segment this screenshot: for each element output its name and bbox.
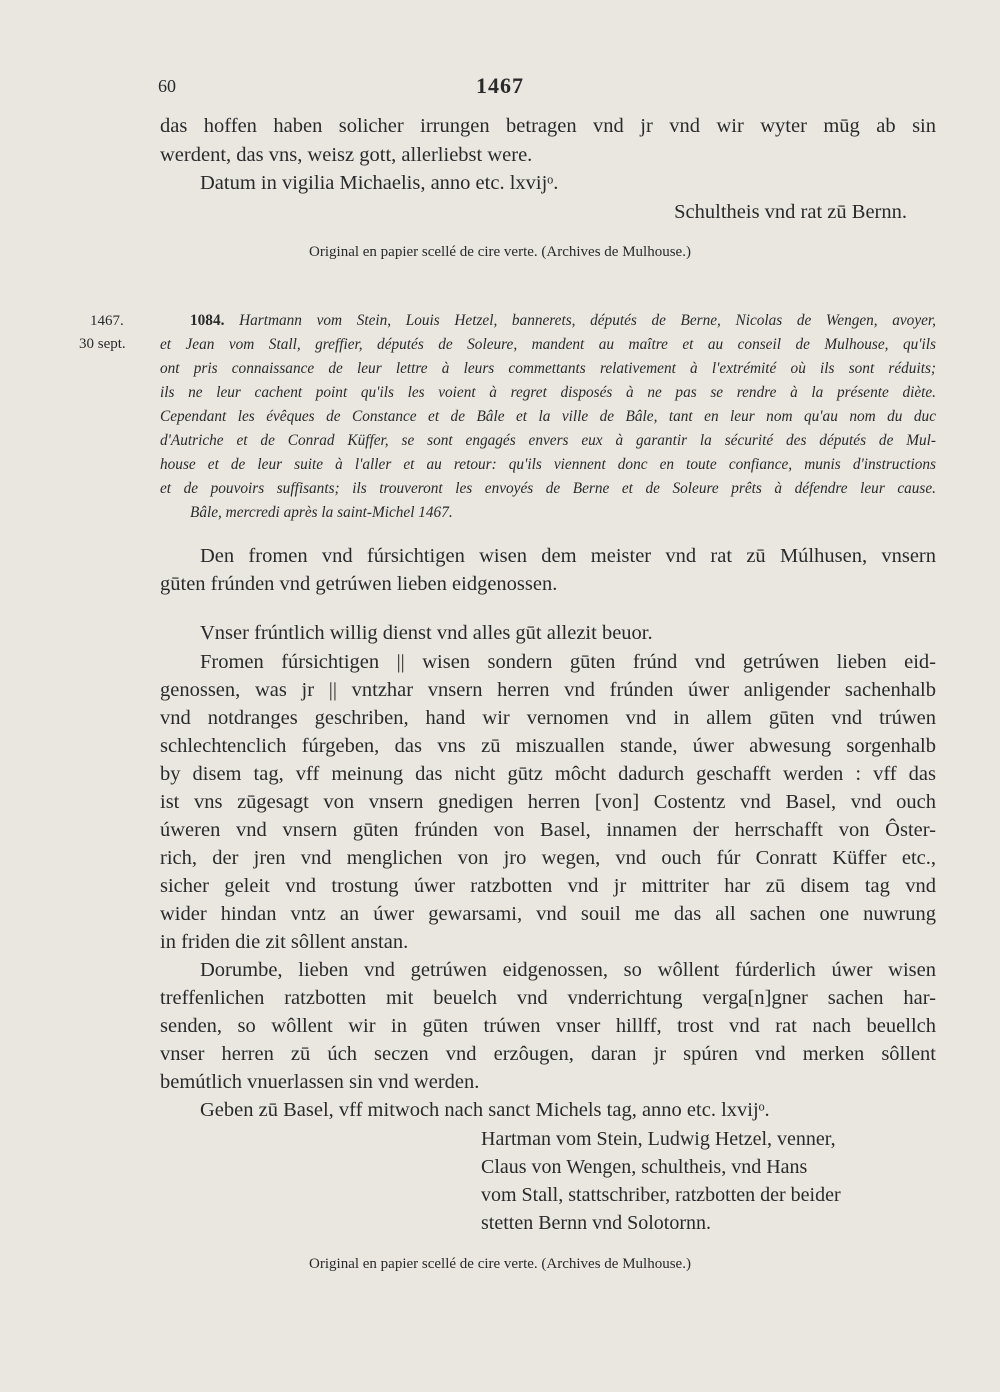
entry-number: 1084. xyxy=(190,312,225,329)
summary-line: d'Autriche et de Conrad Küffer, se sont engagés envers eux à garantir la sécurité des députés de Mul- xyxy=(160,432,936,449)
prev-date-line: Datum in vigilia Michaelis, anno etc. lxvijᵒ. xyxy=(200,172,559,194)
summary-line: house et de leur suite à l'aller et au retour: qu'ils viennent donc en toute confiance, munis d'instructions xyxy=(160,456,936,473)
letter-greeting: Vnser frúntlich willig dienst vnd alles gūt allezit beuor. xyxy=(200,622,653,644)
letter-source-note: Original en papier scellé de cire verte. (Archives de Mulhouse.) xyxy=(309,1256,691,1272)
summary-line: ont pris connaissance de leur lettre à leurs commettants relativement à l'extrémité où ils sont réduits; xyxy=(160,360,936,377)
letter-line: bemútlich vnuerlassen sin vnd werden. xyxy=(160,1071,480,1093)
margin-date: 30 sept. xyxy=(79,336,126,352)
summary-line: Cependant les évêques de Constance et de Bâle et la ville de Bâle, tant en leur nom qu'au nom du duc xyxy=(160,408,936,425)
letter-address-line: Den fromen vnd fúrsichtigen wisen dem meister vnd rat zū Múlhusen, vnsern xyxy=(200,545,936,567)
page-year-heading: 1467 xyxy=(476,73,524,98)
page-number: 60 xyxy=(158,76,176,96)
letter-line: by disem tag, vff meinung das nicht gūtz môcht dadurch geschafft werden : vff das xyxy=(160,763,936,785)
summary-line: ils ne leur cachent point qu'ils les voient à regret disposés à ne pas se rendre à la présente diète. xyxy=(160,384,936,401)
letter-line: sicher geleit vnd trostung úwer ratzbotten vnd jr mittriter har zū disem tag vnd xyxy=(160,875,936,897)
letter-line: vnser herren zū úch seczen vnd erzôugen, daran jr spúren vnd merken sôllent xyxy=(160,1043,936,1065)
letter-line: ist vns zūgesagt von vnsern gnedigen herren [von] Costentz vnd Basel, vnd ouch xyxy=(160,791,936,813)
letter-line: in friden die zit sôllent anstan. xyxy=(160,931,409,953)
prev-text-line: werdent, das vns, weisz gott, allerliebst were. xyxy=(160,144,533,166)
margin-year: 1467. xyxy=(90,313,124,329)
prev-signature: Schultheis vnd rat zū Bernn. xyxy=(674,201,907,223)
letter-line: Fromen fúrsichtigen || wisen sondern gūten frúnd vnd getrúwen lieben eid- xyxy=(200,651,936,673)
letter-line: wider hindan vntz an úwer gewarsami, vnd souil me das all sachen one nuwrung xyxy=(160,903,936,925)
summary-line: et de pouvoirs suffisants; ils trouveront les envoyés de Berne et de Soleure prêts à défendre leur cause. xyxy=(160,480,936,497)
letter-line: treffenlichen ratzbotten mit beuelch vnd vnderrichtung verga[n]gner sachen har- xyxy=(160,987,936,1009)
prev-text-line: das hoffen haben solicher irrungen betragen vnd jr vnd wir wyter mūg ab sin xyxy=(160,115,936,137)
letter-line: Dorumbe, lieben vnd getrúwen eidgenossen, so wôllent fúrderlich úwer wisen xyxy=(200,959,936,981)
letter-line: genossen, was jr || vntzhar vnsern herren vnd frúnden úwer anligender sachenhalb xyxy=(160,679,936,701)
letter-line: senden, so wôllent wir in gūten trúwen vnser hillff, trost vnd rat nach beuellch xyxy=(160,1015,936,1037)
signature-line: stetten Bernn vnd Solotornn. xyxy=(481,1212,711,1234)
signature-line: Claus von Wengen, schultheis, vnd Hans xyxy=(481,1156,808,1178)
letter-line: úweren vnd vnsern gūten frúnden von Basel, innamen der herrschafft von Ôster- xyxy=(160,819,936,841)
summary-first-text: Hartmann vom Stein, Louis Hetzel, bannerets, députés de Berne, Nicolas de Wengen, avoyer, xyxy=(239,312,936,329)
summary-line xyxy=(190,312,936,330)
summary-line: et Jean vom Stall, greffier, députés de Soleure, mandent au maître et au conseil de Mulhouse, qu'ils xyxy=(160,336,936,353)
letter-line: schlechtenclich fúrgeben, das vns zū miszuallen stande, úwer abwesung sorgenhalb xyxy=(160,735,936,757)
signature-line: Hartman vom Stein, Ludwig Hetzel, venner, xyxy=(481,1128,836,1150)
letter-closing: Geben zū Basel, vff mitwoch nach sanct Michels tag, anno etc. lxvijᵒ. xyxy=(200,1099,770,1121)
letter-line: vnd notdranges geschriben, hand wir vernomen vnd in allem gūten vnd trúwen xyxy=(160,707,936,729)
letter-address-line: gūten frúnden vnd getrúwen lieben eidgenossen. xyxy=(160,573,558,595)
letter-line: rich, der jren vnd menglichen von jro wegen, vnd ouch fúr Conratt Küffer etc., xyxy=(160,847,936,869)
prev-source-note: Original en papier scellé de cire verte. (Archives de Mulhouse.) xyxy=(309,244,691,260)
summary-place-date: Bâle, mercredi après la saint-Michel 1467. xyxy=(190,504,453,521)
signature-line: vom Stall, stattschriber, ratzbotten der beider xyxy=(481,1184,841,1206)
